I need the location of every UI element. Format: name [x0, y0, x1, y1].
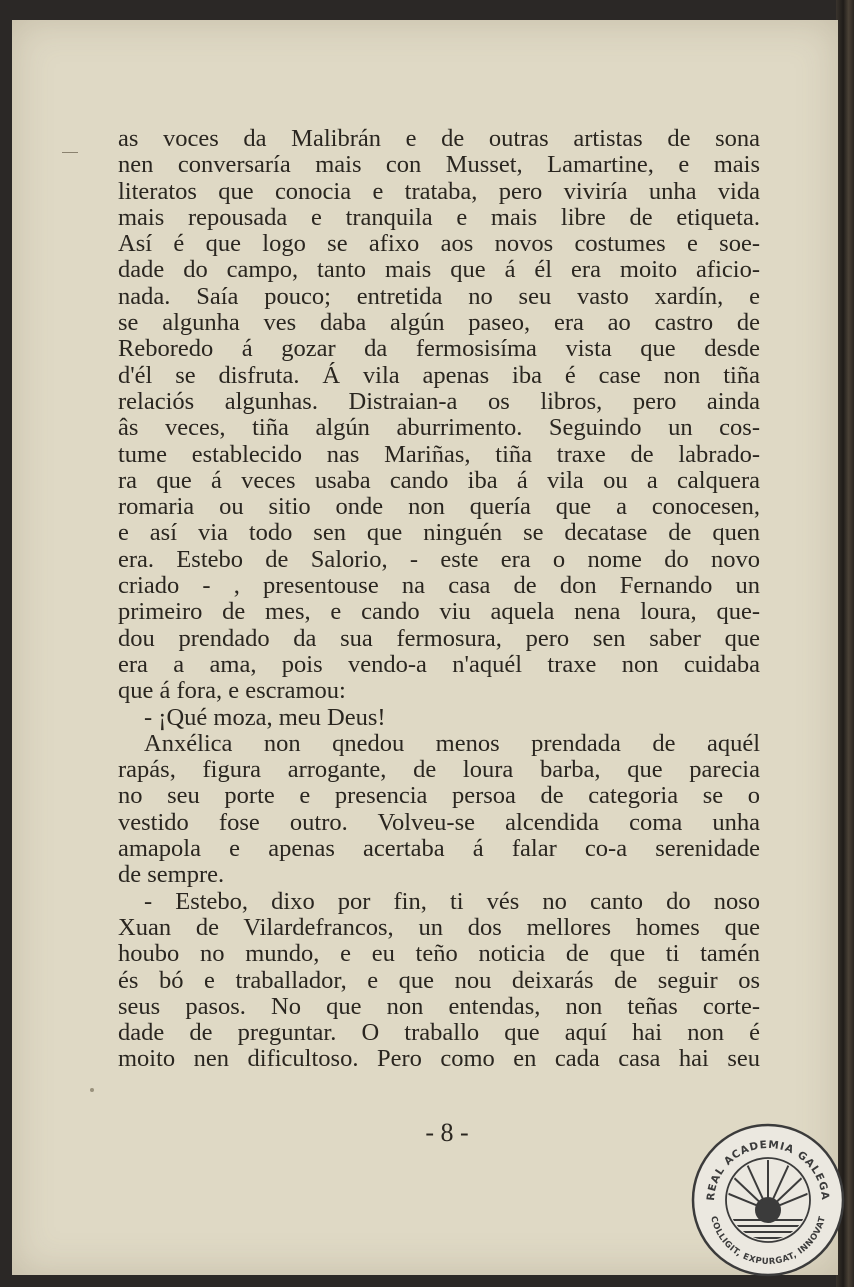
book-spine — [836, 0, 854, 1287]
text-line: ra que á veces usaba cando iba á vila ou a calquera — [118, 466, 760, 494]
seal-text-bottom: COLLIGIT, EXPURGAT, INNOVAT — [708, 1215, 828, 1268]
text-line: houbo no mundo, e eu teño noticia de que ti tamén — [118, 940, 760, 968]
text-line: se algunha ves daba algún paseo, era ao castro de — [118, 309, 760, 337]
text-line: mais repousada e tranquila e mais libre de etiqueta. — [118, 203, 760, 231]
text-line: criado - , presentouse na casa de don Fernando un — [118, 572, 760, 600]
text-line: relaciós algunhas. Distraian-a os libros, pero ainda — [118, 387, 760, 415]
text-line: vestido fose outro. Volveu-se alcendida coma unha — [118, 808, 760, 836]
text-line: no seu porte e presencia persoa de categoria se o — [118, 782, 760, 810]
book-page — [12, 20, 838, 1275]
text-line: literatos que conocia e trataba, pero viviría unha vida — [118, 177, 760, 205]
text-line: Anxélica non qnedou menos prendada de aquél — [144, 729, 760, 757]
text-line: és bó e traballador, e que nou deixarás de seguir os — [118, 966, 760, 994]
text-line: que á fora, e escramou: — [118, 677, 346, 705]
text-line: de sempre. — [118, 861, 225, 889]
text-line: dou prendado da sua fermosura, pero sen saber que — [118, 624, 760, 652]
text-line: Reboredo á gozar da fermosisíma vista que desde — [118, 335, 760, 363]
text-line: d'él se disfruta. Á vila apenas iba é case non tiña — [118, 361, 760, 389]
text-line: Xuan de Vilardefrancos, un dos mellores homes que — [118, 913, 760, 941]
text-line: e así via todo sen que ninguén se decatase de quen — [118, 519, 760, 547]
text-line: era a ama, pois vendo-a n'aquél traxe non cuidaba — [118, 650, 760, 678]
text-line: tume establecido nas Mariñas, tiña traxe de labrado- — [118, 440, 760, 468]
text-line: romaria ou sitio onde non quería que a conocesen, — [118, 493, 760, 521]
text-line: primeiro de mes, e cando viu aquela nena loura, que- — [118, 598, 760, 626]
text-line: era. Estebo de Salorio, - este era o nome do novo — [118, 545, 760, 573]
text-line: seus pasos. No que non entendas, non teñas corte- — [118, 992, 760, 1020]
text-line: nen conversaría mais con Musset, Lamartine, e mais — [118, 151, 760, 179]
margin-mark — [62, 152, 78, 153]
text-line: dade do campo, tanto mais que á él era moito aficio- — [118, 256, 760, 284]
text-line: moito nen dificultoso. Pero como en cada casa hai seu — [118, 1045, 760, 1073]
seal-text-top: REAL ACADEMIA GALEGA — [704, 1138, 832, 1202]
text-line: dade de preguntar. O traballo que aquí hai non é — [118, 1019, 760, 1047]
margin-dot — [90, 1088, 94, 1092]
text-line: rapás, figura arrogante, de loura barba, que parecia — [118, 756, 760, 784]
text-line: nada. Saía pouco; entretida no seu vasto xardín, e — [118, 282, 760, 310]
text-line: Así é que logo se afixo aos novos costumes e soe- — [118, 230, 760, 258]
dialogue-line: - Estebo, dixo por fin, ti vés no canto do noso — [144, 887, 760, 915]
dialogue-line: - ¡Qué moza, meu Deus! — [144, 703, 386, 731]
academy-seal-icon — [690, 1122, 846, 1278]
text-line: amapola e apenas acertaba á falar co-a serenidade — [118, 835, 760, 863]
body-text — [118, 126, 760, 1073]
text-line: as voces da Malibrán e de outras artistas de sona — [118, 125, 760, 152]
page-number: - 8 - — [425, 1118, 469, 1147]
text-line: âs veces, tiña algún aburrimento. Seguindo un cos- — [118, 414, 760, 442]
